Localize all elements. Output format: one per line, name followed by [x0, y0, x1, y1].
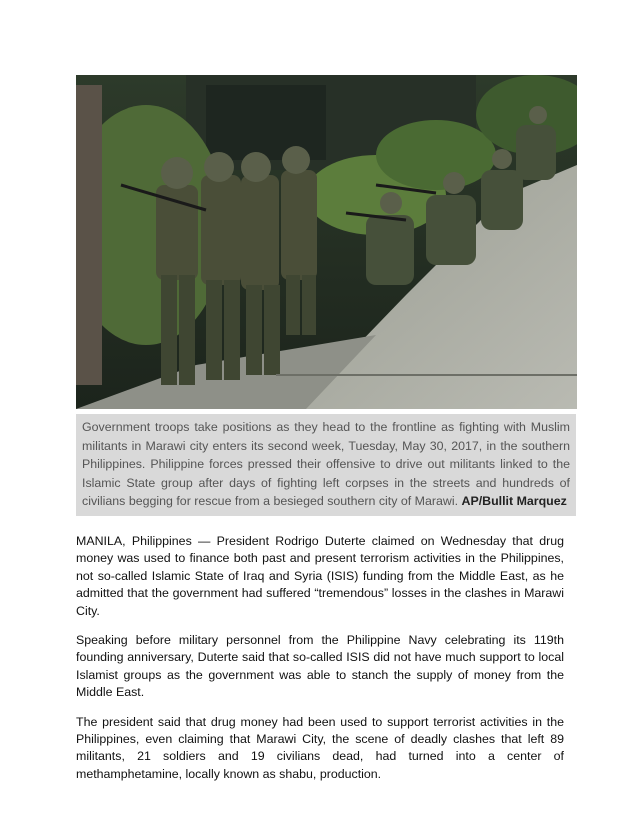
soldiers-photo-illustration [76, 75, 577, 409]
article-paragraph: The president said that drug money had been used to support terrorist activities in the Philippines, even claiming that Marawi City, the scene of deadly clashes that left 89 militants, 21 soldiers and 19 civilians dead, had turned into a center of methamphetamine, locally known as shabu, production. [76, 714, 564, 781]
caption-text: Government troops take positions as they head to the frontline as fighting with Muslim militants in Marawi city enters its second week, Tuesday, May 30, 2017, in the southern Philippines. Philippine forces pressed their offensive to drive out militants linked to the Islamic State group after days of fighting left corpses in the streets and hundreds of civilians begging for rescue from a besieged southern city of Marawi. [82, 420, 570, 508]
article-paragraph: Speaking before military personnel from the Philippine Navy celebrating its 119th founding anniversary, Duterte said that so-called ISIS did not have much support to local Islamist groups as the government was able to stanch the supply of money from the Middle East. [76, 633, 564, 700]
article-body [76, 533, 564, 795]
photo-caption [76, 414, 576, 516]
news-photo [76, 75, 577, 409]
article-paragraph: MANILA, Philippines — President Rodrigo Duterte claimed on Wednesday that drug money was used to finance both past and present terrorism activities in the Philippines, not so-called Islamic State of Iraq and Syria (ISIS) funding from the Middle East, as he admitted that the government had suffered “tremendous” losses in the clashes in Marawi City. [76, 534, 564, 618]
photo-credit: AP/Bullit Marquez [461, 494, 567, 508]
